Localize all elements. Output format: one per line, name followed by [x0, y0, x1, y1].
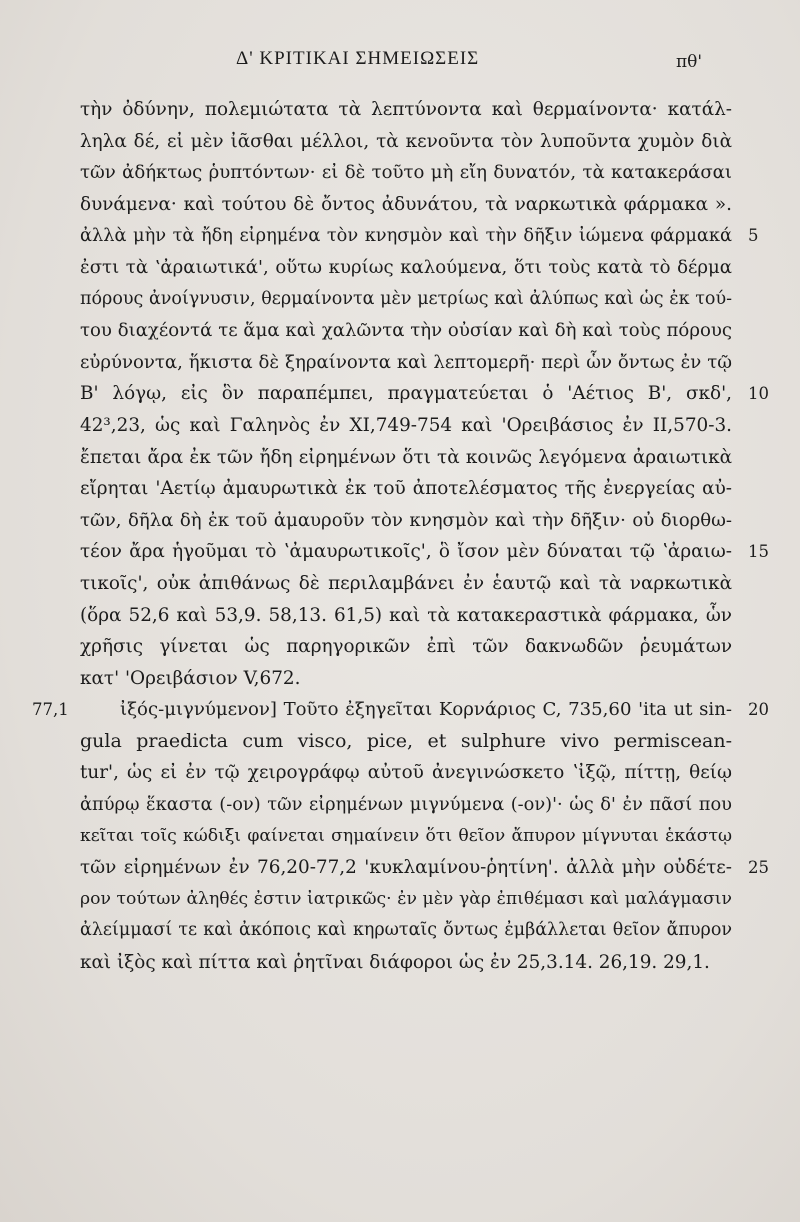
- text-line: [0, 568, 800, 600]
- text-line: [0, 821, 800, 853]
- line-number: 20: [748, 700, 769, 720]
- page-header: [0, 48, 800, 78]
- text-line: [0, 884, 800, 916]
- line-text: 42³,23, ὡς καὶ Γαληνὸς ἐν XI,749-754 καὶ 'Ορειβάσιος ἐν II,570-3.: [80, 414, 732, 436]
- line-text: τῶν εἰρημένων ἐν 76,20-77,2 'κυκλαμίνου-ῥητίνη'. ἀλλὰ μὴν οὐδέτε-: [80, 857, 732, 879]
- text-line: [0, 536, 800, 568]
- line-text: τικοῖς', οὐκ ἀπιθάνως δὲ περιλαμβάνει ἐν ἑαυτῷ καὶ τὰ ναρκωτικὰ: [80, 572, 732, 594]
- body-text: [0, 94, 800, 979]
- line-text: ρον τούτων ἀληθές ἐστιν ἰατρικῶς· ἐν μὲν γὰρ ἐπιθέμασι καὶ μαλάγμασιν: [80, 888, 732, 909]
- text-line: [0, 284, 800, 316]
- line-number: 15: [748, 542, 769, 562]
- text-line: [0, 663, 800, 695]
- text-line: [0, 410, 800, 442]
- text-line: [0, 915, 800, 947]
- text-line: [0, 442, 800, 474]
- page-number: πθ': [676, 52, 703, 72]
- line-text: ληλα δέ, εἰ μὲν ἰᾶσθαι μέλλοι, τὰ κενοῦντα τὸν λυποῦντα χυμὸν διὰ: [80, 130, 732, 152]
- line-text: ἔπεται ἄρα ἐκ τῶν ἤδη εἰρημένων ὅτι τὰ κοινῶς λεγόμενα ἀραιωτικὰ: [80, 446, 732, 468]
- text-line: [0, 505, 800, 537]
- text-line: [0, 126, 800, 158]
- line-number: 25: [748, 858, 769, 878]
- line-text: καὶ ἰξὸς καὶ πίττα καὶ ῥητῖναι διάφοροι ὡς ἐν 25,3.14. 26,19. 29,1.: [80, 952, 710, 974]
- text-line: [0, 94, 800, 126]
- text-line: [0, 252, 800, 284]
- line-text: εἴρηται 'Αετίῳ ἀμαυρωτικὰ ἐκ τοῦ ἀποτελέσματος τῆς ἐνεργείας αὐ-: [80, 478, 732, 500]
- line-text: Β' λόγῳ, εἰς ὃν παραπέμπει, πραγματεύεται ὁ 'Αέτιος Β', σκδ',: [80, 383, 732, 405]
- line-text: κεῖται τοῖς κώδιξι φαίνεται σημαίνειν ὅτι θεῖον ἄπυρον μίγνυται ἑκάστῳ: [80, 825, 732, 846]
- text-line: [0, 220, 800, 252]
- line-text: χρῆσις γίνεται ὡς παρηγορικῶν ἐπὶ τῶν δακνωδῶν ῥευμάτων: [80, 636, 732, 658]
- line-text: τέον ἄρα ἡγοῦμαι τὸ ʽἀμαυρωτικοῖς', ὃ ἴσον μὲν δύναται τῷ ʽἀραιω-: [80, 541, 732, 563]
- text-line: [0, 600, 800, 632]
- lemma-reference: 77,1: [32, 700, 69, 720]
- line-text: ἀλείμμασί τε καὶ ἀκόποις καὶ κηρωταῖς ὄντως ἐμβάλλεται θεῖον ἄπυρον: [80, 920, 732, 941]
- text-line: [0, 726, 800, 758]
- line-text: δυνάμενα· καὶ τούτου δὲ ὄντος ἀδυνάτου, τὰ ναρκωτικὰ φάρμακα ».: [80, 193, 732, 215]
- text-line: [0, 315, 800, 347]
- line-text: πόρους ἀνοίγνυσιν, θερμαίνοντα μὲν μετρίως καὶ ἀλύπως καὶ ὡς ἐκ τού-: [80, 288, 732, 309]
- text-line: [0, 157, 800, 189]
- line-text: τῶν, δῆλα δὴ ἐκ τοῦ ἀμαυροῦν τὸν κνησμὸν καὶ τὴν δῆξιν· οὐ διορθω-: [80, 509, 732, 531]
- line-text: κατ' 'Ορειβάσιον V,672.: [80, 667, 301, 689]
- text-line: [0, 631, 800, 663]
- text-line: [0, 947, 800, 979]
- line-number: 5: [748, 226, 759, 246]
- text-line: [0, 757, 800, 789]
- line-number: 10: [748, 384, 769, 404]
- line-text: εὐρύνοντα, ἥκιστα δὲ ξηραίνοντα καὶ λεπτομερῆ· περὶ ὧν ὄντως ἐν τῷ: [80, 351, 732, 373]
- running-head: Δ' ΚΡΙΤΙΚΑΙ ΣΗΜΕΙΩΣΕΙΣ: [236, 48, 480, 69]
- line-text: (ὅρα 52,6 καὶ 53,9. 58,13. 61,5) καὶ τὰ κατακεραστικὰ φάρμακα, ὧν: [80, 604, 732, 626]
- line-text: tur', ὡς εἰ ἐν τῷ χειρογράφῳ αὐτοῦ ἀνεγινώσκετο ʽἰξῷ, πίττῃ, θείῳ: [80, 762, 732, 784]
- text-line: [0, 473, 800, 505]
- text-line: [0, 789, 800, 821]
- line-text: ἀλλὰ μὴν τὰ ἤδη εἰρημένα τὸν κνησμὸν καὶ τὴν δῆξιν ἰώμενα φάρμακά: [80, 225, 732, 247]
- text-line: [0, 694, 800, 726]
- text-line: [0, 347, 800, 379]
- text-line: [0, 852, 800, 884]
- line-text: gula praedicta cum visco, pice, et sulphure vivo permiscean-: [80, 729, 732, 752]
- line-text: τὴν ὀδύνην, πολεμιώτατα τὰ λεπτύνοντα καὶ θερμαίνοντα· κατάλ-: [80, 99, 732, 120]
- line-text: του διαχέοντά τε ἅμα καὶ χαλῶντα τὴν οὐσίαν καὶ δὴ καὶ τοὺς πόρους: [80, 320, 732, 342]
- text-line: [0, 189, 800, 221]
- line-text: ἰξός-μιγνύμενον] Τοῦτο ἐξηγεῖται Κορνάριος C, 735,60 'ita ut sin-: [120, 699, 732, 721]
- line-text: ἀπύρῳ ἕκαστα (-ον) τῶν εἰρημένων μιγνύμενα (-ον)'· ὡς δ' ἐν πᾶσί που: [80, 794, 732, 816]
- line-text: τῶν ἀδήκτως ῥυπτόντων· εἰ δὲ τοῦτο μὴ εἴη δυνατόν, τὰ κατακεράσαι: [80, 162, 732, 184]
- line-text: ἐστι τὰ ʽἀραιωτικά', οὕτω κυρίως καλούμενα, ὅτι τοὺς κατὰ τὸ δέρμα: [80, 256, 732, 278]
- text-line: [0, 378, 800, 410]
